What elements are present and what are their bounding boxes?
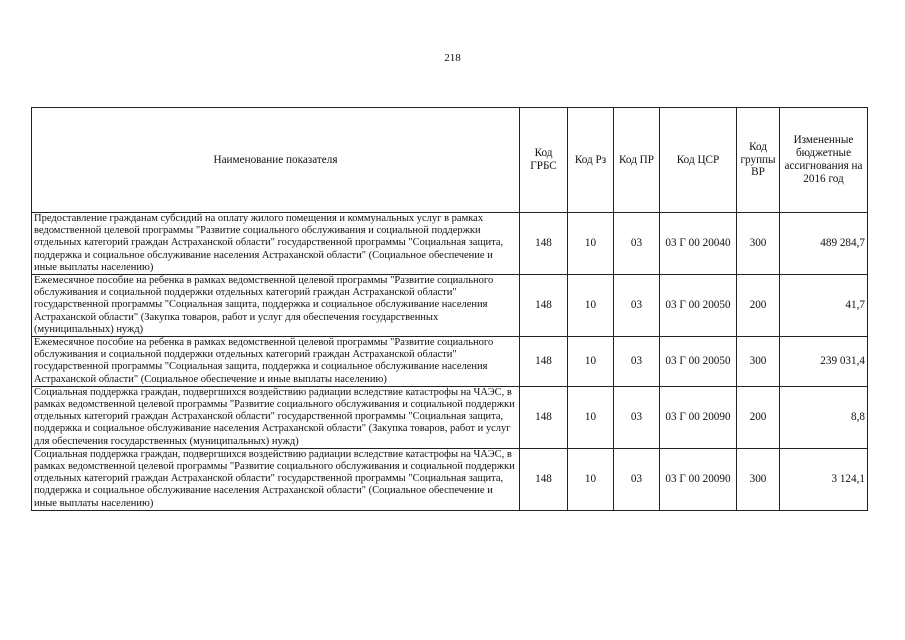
row-vr: 300 [737, 213, 780, 275]
row-rz: 10 [568, 275, 614, 337]
row-rz: 10 [568, 386, 614, 448]
header-row [32, 108, 868, 213]
row-grbs: 148 [520, 386, 568, 448]
row-csr: 03 Г 00 20090 [660, 448, 737, 510]
header-pr: Код ПР [614, 108, 660, 213]
table-header [32, 108, 868, 213]
row-amount: 8,8 [780, 386, 868, 448]
table-row [32, 213, 868, 275]
row-name: Ежемесячное пособие на ребенка в рамках ведомственной целевой программы "Развитие социального обслуживания и социальной поддержки отдельных категорий граждан Астраханской области" государственной программы "Социальная защита, поддержка и социальное обслуживание населения Астраханской области" (Закупка товаров, работ и услуг для обеспечения государственных (муниципальных) нужд) [32, 275, 520, 337]
row-csr: 03 Г 00 20040 [660, 213, 737, 275]
row-amount: 239 031,4 [780, 337, 868, 387]
row-grbs: 148 [520, 275, 568, 337]
row-pr: 03 [614, 275, 660, 337]
header-name: Наименование показателя [32, 108, 520, 213]
row-rz: 10 [568, 213, 614, 275]
row-rz: 10 [568, 448, 614, 510]
row-name: Предоставление гражданам субсидий на оплату жилого помещения и коммунальных услуг в рамках ведомственной целевой программы "Развитие социального обслуживания и социальной поддержки отдельных категорий граждан Астраханской области" государственной программы "Социальная защита, поддержка и социальное обслуживание населения Астраханской области" (Социальное обеспечение и иные выплаты населению) [32, 213, 520, 275]
row-vr: 200 [737, 275, 780, 337]
row-name: Ежемесячное пособие на ребенка в рамках ведомственной целевой программы "Развитие социального обслуживания и социальной поддержки отдельных категорий граждан Астраханской области" государственной программы "Социальная защита, поддержка и социальное обслуживание населения Астраханской области" (Социальное обеспечение и иные выплаты населению) [32, 337, 520, 387]
row-rz: 10 [568, 337, 614, 387]
row-name: Социальная поддержка граждан, подвергшихся воздействию радиации вследствие катастрофы на ЧАЭС, в рамках ведомственной целевой программы "Развитие социального обслуживания и социальной поддержки отдельных категорий граждан Астраханской области" государственной программы "Социальная защита, поддержка и социальное обслуживание населения Астраханской области" (Социальное обеспечение и иные выплаты населению) [32, 448, 520, 510]
page-number: 218 [444, 52, 461, 64]
row-amount: 3 124,1 [780, 448, 868, 510]
row-grbs: 148 [520, 213, 568, 275]
row-pr: 03 [614, 448, 660, 510]
table-row [32, 337, 868, 387]
row-vr: 300 [737, 337, 780, 387]
row-vr: 200 [737, 386, 780, 448]
table-row [32, 386, 868, 448]
table-row [32, 448, 868, 510]
table-body [32, 213, 868, 511]
row-grbs: 148 [520, 337, 568, 387]
row-pr: 03 [614, 386, 660, 448]
row-pr: 03 [614, 213, 660, 275]
row-amount: 41,7 [780, 275, 868, 337]
row-csr: 03 Г 00 20050 [660, 337, 737, 387]
header-vr: Код группы ВР [737, 108, 780, 213]
table-row [32, 275, 868, 337]
header-grbs: Код ГРБС [520, 108, 568, 213]
header-rz: Код Рз [568, 108, 614, 213]
row-grbs: 148 [520, 448, 568, 510]
row-csr: 03 Г 00 20090 [660, 386, 737, 448]
row-vr: 300 [737, 448, 780, 510]
budget-table [31, 107, 868, 511]
row-csr: 03 Г 00 20050 [660, 275, 737, 337]
row-amount: 489 284,7 [780, 213, 868, 275]
header-amount: Измененные бюджетные ассигнования на 2016 год [780, 108, 868, 213]
header-csr: Код ЦСР [660, 108, 737, 213]
row-pr: 03 [614, 337, 660, 387]
row-name: Социальная поддержка граждан, подвергшихся воздействию радиации вследствие катастрофы на ЧАЭС, в рамках ведомственной целевой программы "Развитие социального обслуживания и социальной поддержки отдельных категорий граждан Астраханской области" государственной программы "Социальная защита, поддержка и социальное обслуживание населения Астраханской области" (Закупка товаров, работ и услуг для обеспечения государственных (муниципальных) нужд) [32, 386, 520, 448]
